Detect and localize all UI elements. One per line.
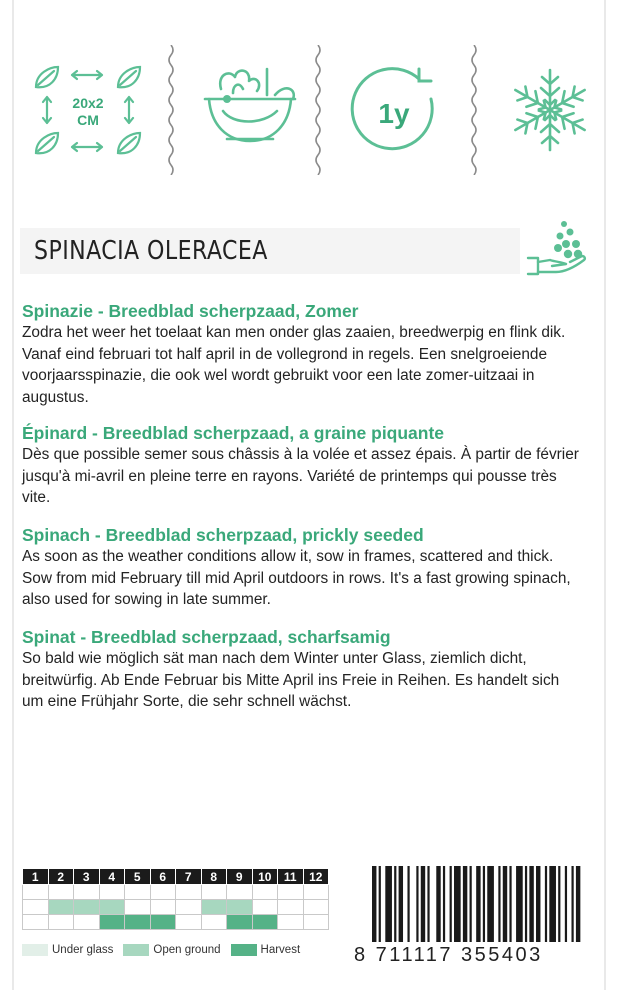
calendar-cell (252, 900, 278, 915)
icons-row (14, 40, 604, 180)
barcode-bar (476, 866, 480, 942)
barcode-bar (558, 866, 560, 942)
calendar-cell (252, 915, 278, 930)
seed-hand-icon (522, 218, 592, 280)
legend-label: Harvest (260, 944, 301, 956)
barcode-bar (379, 866, 381, 942)
barcode-bar (454, 866, 461, 942)
legend-label: Under glass (52, 944, 114, 956)
calendar-cell (150, 915, 176, 930)
lifecycle-label: 1y (378, 98, 410, 129)
legend-swatch (123, 944, 149, 956)
section-german (22, 626, 582, 713)
calendar-row-open-ground (23, 900, 329, 915)
barcode-bar (498, 866, 500, 942)
month-cell: 6 (150, 869, 176, 885)
calendar-cell (227, 900, 253, 915)
calendar-month-header (23, 869, 329, 885)
calendar-cell (201, 900, 227, 915)
barcode-bar (470, 866, 472, 942)
section-title: Spinach - Breedblad scherpzaad, prickly seeded (22, 525, 424, 545)
calendar-cell (125, 915, 151, 930)
calendar-cell (227, 885, 253, 900)
calendar-cell (227, 915, 253, 930)
legend-item-harvest (231, 944, 301, 956)
calendar-cell (176, 900, 202, 915)
calendar-cell (125, 900, 151, 915)
barcode-bar (436, 866, 440, 942)
calendar-cell (176, 885, 202, 900)
sowing-calendar (22, 868, 329, 930)
barcode-bar (549, 866, 556, 942)
calendar-cell (99, 915, 125, 930)
calendar-cell (23, 900, 49, 915)
barcode-bar (576, 866, 580, 942)
legend-swatch (22, 944, 48, 956)
section-dutch (22, 300, 582, 408)
calendar-cell (278, 885, 304, 900)
calendar-cell (48, 915, 74, 930)
salad-bowl-icon (174, 40, 322, 180)
month-cell: 10 (252, 869, 278, 885)
barcode-bar (407, 866, 409, 942)
calendar-cell (125, 885, 151, 900)
calendar-cell (23, 885, 49, 900)
month-cell: 8 (201, 869, 227, 885)
barcode-bar (399, 866, 403, 942)
spacing-value: 20x2 (72, 95, 104, 111)
calendar-cell (303, 915, 329, 930)
calendar-cell (278, 915, 304, 930)
calendar-cell (48, 900, 74, 915)
calendar-cell (74, 885, 100, 900)
legend-label: Open ground (153, 944, 221, 956)
barcode (372, 866, 587, 942)
calendar-cell (99, 885, 125, 900)
month-cell: 5 (125, 869, 151, 885)
section-text: So bald wie möglich sät man nach dem Winter unter Glass, ziemlich dicht, breitwürfig. Ab Ende Februar bis Mitte April ins Freie in Reihen. Es handelt sich um eine Frühjahr Sorte, die sehr schnell wächst. (22, 650, 560, 710)
barcode-bar (483, 866, 485, 942)
legend-item-open-ground (123, 944, 220, 956)
barcode-bar (421, 866, 425, 942)
barcode-bar (394, 866, 396, 942)
barcode-bar (525, 866, 527, 942)
barcode-bar (487, 866, 494, 942)
barcode-bar (545, 866, 547, 942)
barcode-bar (385, 866, 392, 942)
barcode-bar (372, 866, 376, 942)
barcode-bar (427, 866, 429, 942)
calendar-cell (252, 885, 278, 900)
barcode-bar (443, 866, 445, 942)
latin-name-band (20, 228, 520, 274)
barcode-bar (516, 866, 523, 942)
legend-item-under-glass (22, 944, 113, 956)
barcode-bar (529, 866, 533, 942)
month-cell: 12 (303, 869, 329, 885)
month-cell: 11 (278, 869, 304, 885)
calendar-cell (201, 915, 227, 930)
section-text: As soon as the weather conditions allow it, sow in frames, scattered and thick. Sow from mid February till mid April outdoors in rows. It's a fast growing spinach, also used for sowing in late summer. (22, 548, 571, 608)
section-text: Zodra het weer het toelaat kan men onder glas zaaien, breedwerpig en flink dik. Vanaf eind februari tot half april in de vollegrond in regels. Een snelgroeiende voorjaarsspinazie, die ook wel wordt gebruikt voor een late zomer-uitzaai in augustus. (22, 324, 566, 406)
barcode-bar (416, 866, 418, 942)
spacing-icon (14, 40, 162, 180)
barcode-bar (571, 866, 573, 942)
latin-name: SPINACIA OLERACEA (34, 236, 268, 266)
month-cell: 7 (176, 869, 202, 885)
calendar-cell (74, 900, 100, 915)
calendar-cell (303, 885, 329, 900)
barcode-bar (565, 866, 567, 942)
calendar-cell (303, 900, 329, 915)
barcode-bar (536, 866, 540, 942)
section-french (22, 422, 582, 509)
calendar-cell (74, 915, 100, 930)
calendar-cell (150, 885, 176, 900)
calendar-grid (22, 868, 329, 930)
month-cell: 4 (99, 869, 125, 885)
calendar-cell (201, 885, 227, 900)
section-title: Spinat - Breedblad scherpzaad, scharfsamig (22, 627, 391, 647)
month-cell: 9 (227, 869, 253, 885)
section-title: Spinazie - Breedblad scherpzaad, Zomer (22, 301, 359, 321)
annual-cycle-icon (320, 40, 468, 180)
section-title: Épinard - Breedblad scherpzaad, a graine piquante (22, 423, 445, 443)
calendar-cell (176, 915, 202, 930)
spacing-unit: CM (77, 112, 99, 128)
calendar-cell (150, 900, 176, 915)
month-cell: 2 (48, 869, 74, 885)
section-text: Dès que possible semer sous châssis à la volée et assez épais. À partir de février jusqu'à mi-avril en pleine terre en rayons. Variété de printemps qui pousse très vite. (22, 446, 579, 506)
barcode-bar (509, 866, 511, 942)
legend-swatch (231, 944, 257, 956)
calendar-row-harvest (23, 915, 329, 930)
month-cell: 3 (74, 869, 100, 885)
calendar-cell (99, 900, 125, 915)
calendar-row-under-glass (23, 885, 329, 900)
barcode-bar (503, 866, 507, 942)
calendar-cell (48, 885, 74, 900)
barcode-bar (463, 866, 467, 942)
barcode-bar (450, 866, 452, 942)
section-english (22, 524, 582, 611)
calendar-legend (22, 944, 310, 956)
snowflake-icon (476, 40, 620, 180)
calendar-cell (278, 900, 304, 915)
barcode-number: 8 711117 355403 (354, 944, 543, 966)
calendar-cell (23, 915, 49, 930)
month-cell: 1 (23, 869, 49, 885)
